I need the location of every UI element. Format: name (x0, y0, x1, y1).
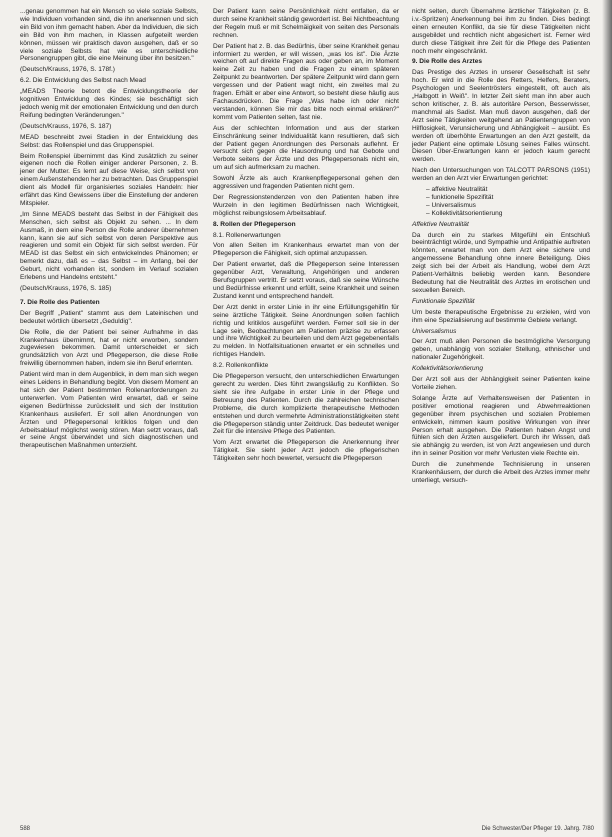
list-item: – Universalismus (426, 202, 590, 210)
term-heading: Kollektivitätsorientierung (412, 365, 483, 373)
citation: (Deutsch/Krauss, 1976, S. 187) (20, 122, 112, 130)
section-heading: 6.2. Die Entwicklung des Selbst nach Mead (20, 77, 146, 85)
paragraph: „Im Sinne MEADS besteht das Selbst in der Fähigkeit des Menschen, sich selbst als Objekt zu sehen. ... In dem Ausmaß, in dem eine Person die Rolle anderer übernehmen kann, kann sie auf sich selbst von deren Perspektive aus reagieren und somit ein Objekt für sich selbst werden. Für MEAD ist das Selbst ein sich entwickelndes Phänomen; er bemerkt dazu, daß es – das Selbst – im Anfang, bei der Geburt, nicht vorhanden ist, sondern im Verlauf sozialen Erlebens und Handelns entsteht." (20, 210, 198, 282)
paragraph: Sowohl Ärzte als auch Krankenpflegepersonal gehen den aggressiven und fragenden Patienten nicht gern. (213, 175, 399, 191)
citation: (Deutsch/Krauss, 1976, S. 185) (20, 285, 112, 292)
paragraph: Aus der schlechten Information und aus der starken Einschränkung seiner Individualität kann resultieren, daß sich der Patient gegen Anordnungen des Personals auflehnt. Er versucht sich gegen die Hausordnung und hat Gebote und Verbote seitens der Ärzte und des Pflegepersonals nicht ein, um auf sich aufmerksam zu machen. (213, 124, 399, 172)
list-item: – Kollektivitätsorientierung (426, 210, 590, 218)
paragraph: Der Patient hat z. B. das Bedürfnis, über seine Krankheit genau informiert zu werden, er will wissen, „was los ist". Die Ärzte weichen oft auf direkte Fragen aus oder geben an, im Moment keine Zeit zu haben und die Fragen zu einem späteren Zeitpunkt zu beantworten. Der spätere Zeitpunkt wird dann gern vergessen und der Patient wagt nicht, ein zweites mal zu fragen. Erhält er aber eine Antwort, so besteht diese häufig aus Fachausdrücken. Die Frage „Was habe ich oder nicht verstanden, können Sie mir das bitte noch einmal erklären?" kommt vom Patienten selten, fast nie. (213, 42, 399, 121)
paragraph: Die Rolle, die der Patient bei seiner Aufnahme in das Krankenhaus übernimmt, hat er nicht erworben, sondern zugewiesen bekommen. Damit unterscheidet er sich grundsätzlich von Arzt und Pflegeperson, die diese Rolle freiwillig übernommen haben, indem sie ihn Beruf erlernten. (20, 328, 198, 368)
section-heading: 7. Die Rolle des Patienten (20, 298, 100, 306)
page-binding-shadow (602, 0, 612, 837)
expectations-list (412, 186, 590, 218)
paragraph: Der Begriff „Patient" stammt aus dem Lateinischen und bedeutet wörtlich übersetzt „Geduldig". (20, 309, 198, 325)
section-heading: 8. Rollen der Pflegeperson (213, 220, 296, 228)
column-left (20, 8, 198, 453)
journal-reference: Die Schwester/Der Pfleger 19. Jahrg. 7/80 (481, 826, 594, 832)
subsection-heading: 8.2. Rollenkonflikte (213, 362, 269, 370)
paragraph: Das Prestige des Arztes in unserer Gesellschaft ist sehr hoch. Er wird in die Rolle des Retters, Helfers, Beraters, Psychologen und Seelentrösters eingestellt, oft auch als „Halbgott in Weiß". In letzter Zeit sieht man ihn aber auch schon kritischer, z. B. als autoritäre Person, Besserwisser, manchmal als Sadist. Man muß davon ausgehen, daß der Arzt seine Tätigkeiten weitgehend an Patientengruppen von Hilflosigkeit, Verunsicherung und Abhängigkeit – ausübt. Es werden oft überhöhte Erwartungen an den Arzt gestellt, da jeder Patient eine optimale Lösung seines Falles wünscht. Diesen Über-Erwartungen kann er jedoch kaum gerecht werden. (412, 69, 590, 164)
list-item: – affektive Neutralität (426, 186, 590, 194)
subsection-heading: 8.1. Rollenerwartungen (213, 231, 281, 239)
paragraph: ...genau genommen hat ein Mensch so viele soziale Selbsts, wie Individuen vorhanden sind, die ihn anerkennen und sich ein Bild von ihm gemacht haben. Aber da Individuen, die sich ein Bild von ihm machen, in Klassen aufgeteilt werden können, müssen wir praktisch davon ausgehen, daß er so viele soziale Selbsts hat wie es unterschiedliche Personengruppen gibt, die eine Meinung über ihn besitzen." (20, 8, 198, 63)
column-middle (213, 8, 399, 466)
paragraph: Der Regressionstendenzen von den Patienten haben ihre Wurzeln in den legitimen Bedürfnissen nach Wichtigkeit, möglichst reibungslosem Arbeitsablauf. (213, 193, 399, 217)
paragraph: Die Pflegeperson versucht, den unterschiedlichen Erwartungen gerecht zu werden. Dies führt zwangsläufig zu Konflikten. So sieht sie ihre Aufgabe in erster Linie in der Pflege und Betreuung des Patienten. Durch die zahlreichen technischen Probleme, die durch komplizierte therapeutische Methoden entstehen und durch vermehrte Administrationstätigkeiten steht die Pflegeperson ständig unter Zeitdruck. Das bedeutet weniger Zeit für die intensive Pflege des Patienten. (213, 373, 399, 436)
paragraph: Vom Arzt erwartet die Pflegeperson die Anerkennung ihrer Tätigkeit. Sie sieht jeder Arzt jedoch die pflegerischen Tätigkeiten sehr hoch bewertet, versucht die Pflegeperson (213, 439, 399, 463)
column-right (412, 8, 590, 488)
paragraph: Der Arzt soll aus der Abhängigkeit seiner Patienten keine Vorteile ziehen. (412, 376, 590, 391)
page-footer (20, 826, 594, 832)
paragraph: Patient wird man in dem Augenblick, in dem man sich wegen eines Leidens in Behandlung begibt. Von diesem Moment an hat sich der Patient bestimmten Rollenanforderungen zu unterwerfen. Vom Patienten wird erwartet, daß er seine eigenen Bedürfnisse zurückstellt und sich der Institution Krankenhaus ausliefert. Er soll allen Anordnungen von Ärzten und Pflegepersonal kritiklos folgen und den Arbeitsablauf möglichst wenig stören. Man setzt voraus, daß er seine Angst überwindet und sich diagnostischen und therapeutischen Maßnahmen unterzieht. (20, 371, 198, 450)
paragraph: Solange Ärzte auf Verhaltensweisen der Patienten in positiver emotional reagieren und Abwehrreaktionen gegenüber ihrem psychischen und sozialen Problemen entwickeln, nimmen kaum positive Wirkungen von ihrer Person erhalt ausgehen. Die Patienten haben Angst und fühlen sich den Ärzten ausgeliefert. Durch ihr Wissen, daß sie abhängig zu werden, ist von Arzt angewiesen und durch ihn in seiner Position vor mehr Verlusten viele Rechte ein. (412, 394, 590, 458)
paragraph: Von allen Seiten im Krankenhaus erwartet man von der Pflegeperson die Fähigkeit, sich optimal anzupassen. (213, 242, 399, 258)
term-heading: Affektive Neutralität (412, 220, 469, 228)
paragraph: Um beste therapeutische Ergebnisse zu erzielen, wird von ihm eine Spezialisierung auf bestimmte Gebiete verlangt. (412, 308, 590, 324)
paragraph: Der Arzt muß allen Personen die bestmögliche Versorgung geben, unabhängig von sozialer Stellung, ethnischer und nationaler Zugehörigkeit. (412, 338, 590, 362)
paragraph: Nach den Untersuchungen von TALCOTT PARSONS (1951) werden an den Arzt vier Erwartungen gerichtet: (412, 167, 590, 183)
paragraph: Der Arzt denkt in erster Linie in ihr eine Erfüllungsgehilfin für seine ärztliche Tätigkeit. Seine Anordnungen sollen fachlich richtig und kritiklos ausgeführt werden. Ferner soll sie in der Lage sein, Beobachtungen am Patienten präzise zu erfassen und ihre Wichtigkeit zu beurteilen und dem Arzt gegebenenfalls zu melden. In Notfallsituationen erwartet er ein schnelles und richtiges Handeln. (213, 303, 399, 359)
paragraph: nicht selten, durch Übernahme ärztlicher Tätigkeiten (z. B. i.v.-Spritzen) Anerkennung bei ihm zu finden. Dies bedingt einen erneuten Konflikt, da sie für diese Tätigkeiten nicht ausgebildet und rechtlich nicht abgesichert ist. Ferner wird durch diese Tätigkeit ihre Zeit für die Pflege des Patienten noch mehr eingeschränkt. (412, 8, 590, 55)
paragraph: Durch die zunehmende Technisierung in unseren Krankenhäusern, der durch die Arbeit des Arztes immer mehr unterliegt, versuch- (412, 461, 590, 484)
paragraph: Der Patient kann seine Persönlichkeit nicht entfalten, da er durch seine Krankheit ständig gewordert ist. Bei Nichtbeachtung der Regeln muß er mit Schelmäigkeit von seiten des Personals rechnen. (213, 8, 399, 39)
paragraph: Da durch ein zu starkes Mitgefühl ein Entschluß beeinträchtigt würde, und Sympathie und Antipathie auftreten könnten, erwartet man von dem Arzt eine sichere und angemessene Behandlung ohne innere Beteiligung. Dies zeigt sich bei der Arbeit als Handlung, wobei dem Arzt Patient-Verhältnis beliebig werden kann. Besondere Bedeutung hat die Neutralität des Arztes im erotischen und sexuellen Bereich. (412, 231, 590, 294)
paragraph: Beim Rollenspiel übernimmt das Kind zusätzlich zu seiner eigenen noch die Rollen einiger anderer Personen, z. B. jener der Mutter. Es lernt auf diese Weise, sich selbst von einem Außenstehenden her zu betrachten. Das Gruppenspiel dient als Modell für organisiertes soziales Handeln: hier erfährt das Kind Gewissens über die Einstellung der anderen Mitspieler. (20, 152, 198, 207)
list-item: – funktionelle Spezifität (426, 194, 590, 202)
term-heading: Universalismus (412, 327, 457, 335)
paragraph: Der Patient erwartet, daß die Pflegeperson seine Interessen gegenüber Arzt, Verwaltung, Angehörigen und anderen Berufsgruppen vertritt. Er setzt voraus, daß sie seine Wünsche und Bedürfnisse erkennt und erfüllt, seine Krankheit und seinen Zustand kennt und entsprechend handelt. (213, 261, 399, 300)
page-number: 588 (20, 826, 31, 832)
term-heading: Funktionale Spezifität (412, 297, 475, 305)
paragraph: MEAD beschreibt zwei Stadien in der Entwicklung des Selbst: das Rollenspiel und das Gruppenspiel. (20, 133, 198, 149)
citation: (Deutsch/Krauss, 1976, S. 178f.) (20, 66, 115, 74)
section-heading: 9. Die Rolle des Arztes (412, 58, 482, 66)
paragraph: „MEADS Theorie betont die Entwicklungstheorie der kognitiven Entwicklung des Kindes; sie beschäftigt sich jedoch wenig mit der emotionalen Entwicklung und den durch Reifung bedingten Veränderungen." (20, 88, 198, 119)
